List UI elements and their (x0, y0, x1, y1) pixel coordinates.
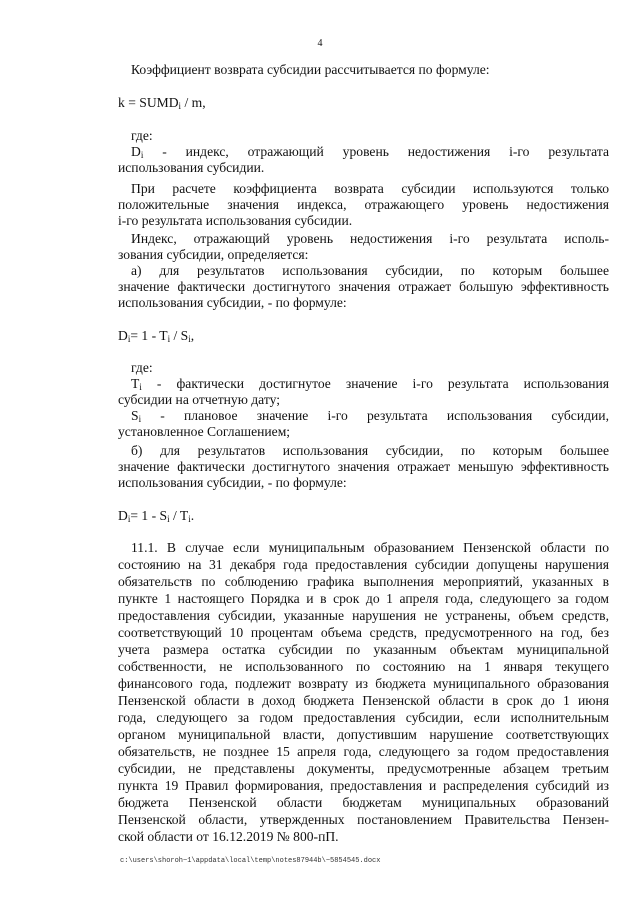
paragraph-line: органом муниципальной власти, допустившим нарушение соответствующих (118, 727, 609, 742)
paragraph-line: значение фактически достигнутого значения отражает большую эффективность (118, 279, 609, 294)
page-number: 4 (317, 38, 323, 49)
paragraph-line: Пензенской области, утвержденных постановлением Правительства Пензен- (118, 812, 609, 827)
paragraph-line: предоставления субсидии, указанные нарушения не устранены, объем средств, (118, 608, 609, 623)
paragraph-line: использования субсидии. (118, 160, 265, 175)
paragraph-line: положительные значения индекса, отражающего уровень недостижения (118, 197, 609, 212)
paragraph-line: 11.1. В случае если муниципальным образованием Пензенской области по (131, 540, 609, 555)
definition-S: $S_i$ - плановое значение i-го результата использования субсидии, (131, 408, 609, 424)
paragraph-line: субсидии на отчетную дату; (118, 392, 281, 407)
paragraph-line: использования субсидии, - по формуле: (118, 295, 347, 310)
paragraph-line: Пензенской области в доход бюджета Пензенской области в срок до 1 июня (118, 693, 609, 708)
paragraph-line: соответствующий 10 процентам объема средств, предусмотренного на год, без (118, 625, 609, 640)
paragraph-line: где: (131, 360, 153, 375)
paragraph-line: установленное Соглашением; (118, 424, 291, 439)
paragraph-line: учета размера остатка субсидии по указанным объектам муниципальной (118, 642, 609, 657)
paragraph-line: При расчете коэффициента возврата субсидии используются только (131, 181, 609, 196)
definition-T: $T_i$ - фактически достигнутое значение i-го результата использования (131, 376, 609, 392)
paragraph-line: значение фактически достигнутого значения отражает меньшую эффективность (118, 459, 609, 474)
paragraph-line: i-го результата использования субсидии. (118, 213, 353, 228)
paragraph-line: пункта 19 Правил формирования, предоставления и распределения субсидий из (118, 778, 609, 793)
paragraph-line: года, следующего за годом предоставления субсидии, если исполнительным (118, 710, 609, 725)
file-path-footer: c:\users\shoroh~1\appdata\local\temp\notes87944b\~5854545.docx (120, 857, 381, 865)
paragraph-line: собственности, не использованного по состоянию на 1 января текущего (118, 659, 609, 674)
paragraph-line: субсидии, не представлены документы, предусмотренные абзацем третьим (118, 761, 609, 776)
paragraph-line: обязательств по соблюдению графика выполнения мероприятий, указанных в (118, 574, 609, 589)
paragraph-line: где: (131, 128, 153, 143)
paragraph-line: пункте 1 настоящего Порядка и в срок до 1 апреля года, следующего за годом (118, 591, 609, 606)
paragraph-line: Коэффициент возврата субсидии рассчитывается по формуле: (131, 62, 490, 77)
paragraph-line: б) для результатов использования субсидии, по которым большее (131, 443, 609, 458)
paragraph-line: финансового года, подлежит возврату из бюджета муниципального образования (118, 676, 609, 691)
formula-b: $D_i= 1 - S_i / T_i$. (118, 508, 195, 524)
paragraph-line: обязательств, не позднее 15 апреля года, следующего за годом предоставления (118, 744, 609, 759)
paragraph-line: зования субсидии, определяется: (118, 247, 309, 262)
formula-a: $D_i= 1 - T_i / S_i$, (118, 328, 195, 344)
paragraph-line: состоянию на 31 декабря года предоставления субсидии допущены нарушения (118, 557, 609, 572)
formula-k: $k = SUMD_i / m$, (118, 95, 206, 111)
paragraph-line: использования субсидии, - по формуле: (118, 475, 347, 490)
paragraph-line: ской области от 16.12.2019 № 800-пП. (118, 829, 339, 844)
paragraph-line: Индекс, отражающий уровень недостижения i-го результата исполь- (131, 231, 609, 246)
paragraph-line: а) для результатов использования субсидии, по которым большее (131, 263, 609, 278)
definition-D: $D_i$ - индекс, отражающий уровень недостижения i-го результата (131, 144, 609, 160)
paragraph-line: бюджета Пензенской области бюджетам муниципальных образований (118, 795, 609, 810)
